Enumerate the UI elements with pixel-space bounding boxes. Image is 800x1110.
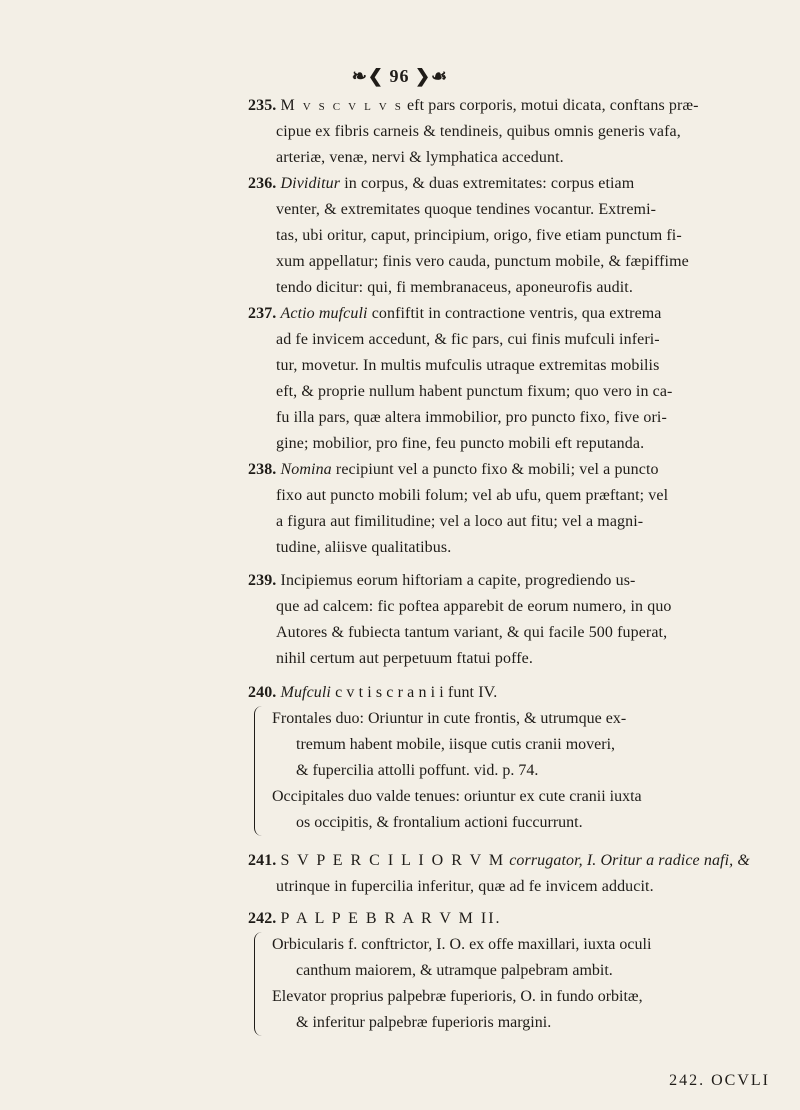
- paragraph-line: tur, movetur. In multis mufculis utraque extremitas mobilis: [276, 357, 660, 374]
- paragraph-lead: Nomina: [280, 461, 332, 478]
- paragraph-lead: P A L P E B R A R V M II.: [280, 910, 502, 927]
- ornament-left: ❧❮: [351, 66, 390, 86]
- paragraph-line: tas, ubi oritur, caput, principium, origo, five etiam punctum fi-: [276, 227, 682, 244]
- paragraph-line: confiftit in contractione ventris, qua extrema: [371, 305, 662, 322]
- list-item: & fupercilia attolli poffunt. vid. p. 74.: [296, 762, 539, 779]
- catchword: 242. OCVLI: [669, 1072, 770, 1089]
- paragraph-line: in corpus, & duas extremitates: corpus etiam: [344, 175, 635, 192]
- paragraph-241: [248, 848, 768, 900]
- paragraph-line: c v t i s c r a n i i funt IV.: [335, 684, 498, 701]
- page-number: 96: [389, 66, 410, 86]
- paragraph-238: [248, 457, 768, 561]
- paragraph-number: 239.: [248, 572, 277, 589]
- ornament-right: ❯☙: [409, 66, 449, 86]
- paragraph-number: 236.: [248, 175, 277, 192]
- paragraph-line: cipue ex fibris carneis & tendineis, quibus omnis generis vafa,: [276, 123, 681, 140]
- muscle-list-240: [272, 706, 768, 836]
- paragraph-number: 241.: [248, 852, 277, 869]
- paragraph-lead: Incipiemus: [280, 572, 353, 589]
- paragraph-237: [248, 301, 768, 457]
- paragraph-line: ad fe invicem accedunt, & fic pars, cui finis mufculi inferi-: [276, 331, 660, 348]
- paragraph-line: que ad calcem: fic poftea apparebit de eorum numero, in quo: [276, 598, 672, 615]
- paragraph-242: [248, 906, 768, 932]
- list-item: Elevator proprius palpebræ fuperioris, O. in fundo orbitæ,: [272, 988, 643, 1005]
- paragraph-lead: Dividitur: [280, 175, 341, 192]
- paragraph-line: eft, & proprie nullum habent punctum fixum; quo vero in ca-: [276, 383, 673, 400]
- paragraph-line: eorum hiftoriam a capite, progrediendo us-: [356, 572, 636, 589]
- paragraph-line: venter, & extremitates quoque tendines vocantur. Extremi-: [276, 201, 657, 218]
- list-item: tremum habent mobile, iisque cutis cranii moveri,: [296, 736, 616, 753]
- paragraph-line: fixo aut puncto mobili folum; vel ab ufu, quem præftant; vel: [276, 487, 669, 504]
- paragraph-line: tudine, aliisve qualitatibus.: [276, 539, 452, 556]
- paragraph-number: 237.: [248, 305, 277, 322]
- paragraph-line: fu illa pars, quæ altera immobilior, pro puncto fixo, five ori-: [276, 409, 667, 426]
- paragraph-236: [248, 171, 768, 301]
- list-item: Occipitales duo valde tenues: oriuntur ex cute cranii iuxta: [272, 788, 642, 805]
- paragraph-239: [248, 568, 768, 672]
- list-item: os occipitis, & frontalium actioni fuccurrunt.: [296, 814, 583, 831]
- paragraph-number: 242.: [248, 910, 277, 927]
- list-item: Orbicularis f. conftrictor, I. O. ex offe maxillari, iuxta oculi: [272, 936, 652, 953]
- paragraph-line: a figura aut fimilitudine; vel a loco aut fitu; vel a magni-: [276, 513, 644, 530]
- paragraph-line: gine; mobilior, pro fine, feu puncto mobili eft reputanda.: [276, 435, 645, 452]
- paragraph-line: Autores & fubiecta tantum variant, & qui facile 500 fuperat,: [276, 624, 668, 641]
- muscle-list-242: [272, 932, 768, 1036]
- paragraph-line: corrugator, I. Oritur a radice nafi, &: [509, 852, 750, 869]
- brace: [254, 932, 267, 1036]
- paragraph-line: eft pars corporis, motui dicata, conftans præ-: [406, 97, 699, 114]
- list-item: Frontales duo: Oriuntur in cute frontis, & utrumque ex-: [272, 710, 627, 727]
- paragraph-number: 235.: [248, 97, 277, 114]
- paragraph-number: 240.: [248, 684, 277, 701]
- paragraph-lead: M v s c v l v s: [280, 97, 403, 114]
- paragraph-lead: S V P E R C I L I O R V M: [280, 852, 506, 869]
- list-item: canthum maiorem, & utramque palpebram ambit.: [296, 962, 613, 979]
- paragraph-line: tendo dicitur: qui, fi membranaceus, aponeurofis audit.: [276, 279, 633, 296]
- paragraph-line: utrinque in fupercilia inferitur, quæ ad fe invicem adducit.: [276, 878, 654, 895]
- list-item: & inferitur palpebræ fuperioris margini.: [296, 1014, 552, 1031]
- paragraph-235: [248, 93, 768, 171]
- paragraph-line: xum appellatur; finis vero cauda, punctum mobile, & fæpiffime: [276, 253, 689, 270]
- page-header: [0, 66, 800, 87]
- brace: [254, 706, 267, 836]
- paragraph-lead: Mufculi: [280, 684, 331, 701]
- paragraph-lead: Actio mufculi: [280, 305, 368, 322]
- paragraph-line: arteriæ, venæ, nervi & lymphatica accedunt.: [276, 149, 564, 166]
- paragraph-number: 238.: [248, 461, 277, 478]
- paragraph-line: recipiunt vel a puncto fixo & mobili; vel a puncto: [335, 461, 659, 478]
- paragraph-240: [248, 680, 768, 706]
- paragraph-line: nihil certum aut perpetuum ftatui poffe.: [276, 650, 533, 667]
